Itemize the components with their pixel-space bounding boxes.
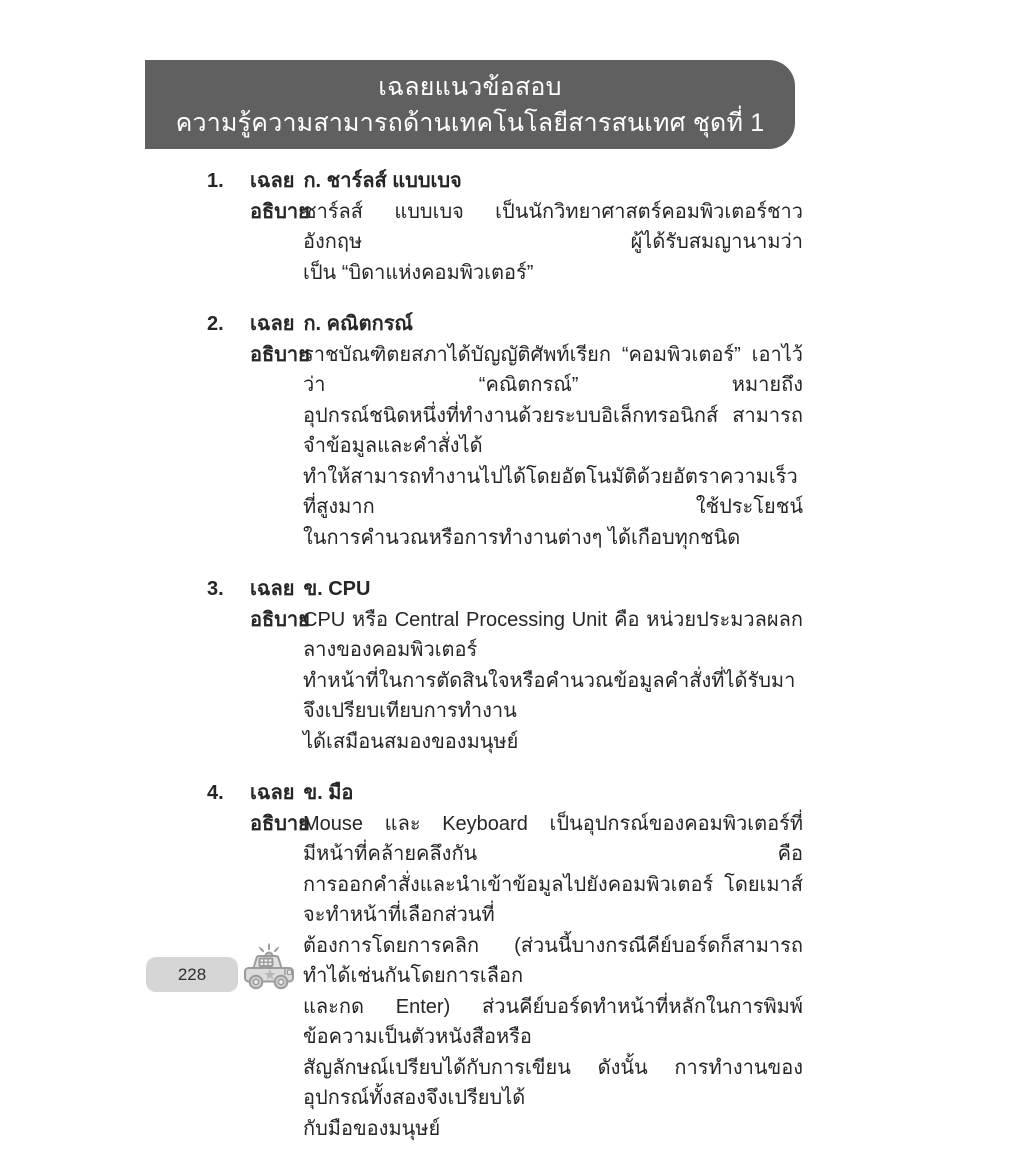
explanation-line: Mouse และ Keyboard เป็นอุปกรณ์ของคอมพิวเตอร์ที่มีหน้าที่คล้ายคลึงกัน คือ: [303, 812, 803, 865]
answer-head: [207, 166, 803, 197]
page-number-badge: [146, 957, 238, 992]
answer-label: เฉลย: [250, 170, 295, 192]
explanation-first-row: [207, 605, 803, 666]
explanation-line: CPU หรือ Central Processing Unit คือ หน่วยประมวลผลกลางของคอมพิวเตอร์: [303, 608, 803, 661]
item-number: 2.: [207, 313, 224, 335]
explanation-first-row: [207, 340, 803, 401]
answer-label: เฉลย: [250, 313, 295, 335]
answer-label: เฉลย: [250, 578, 295, 600]
explanation-line: อุปกรณ์ชนิดหนึ่งที่ทำงานด้วยระบบอิเล็กทรอนิกส์ สามารถจำข้อมูลและคำสั่งได้: [303, 404, 803, 457]
explain-label: อธิบาย: [250, 343, 310, 366]
answer-item-1: [207, 166, 803, 288]
item-number: 4.: [207, 782, 224, 804]
answer-label: เฉลย: [250, 782, 295, 804]
answer-text: ข. มือ: [303, 782, 354, 804]
answer-head: [207, 574, 803, 605]
explain-label: อธิบาย: [250, 608, 310, 631]
explanation-line: การออกคำสั่งและนำเข้าข้อมูลไปยังคอมพิวเตอร์ โดยเมาส์จะทำหน้าที่เลือกส่วนที่: [303, 873, 803, 926]
explanation-line: สัญลักษณ์เปรียบได้กับการเขียน ดังนั้น การทำงานของอุปกรณ์ทั้งสองจึงเปรียบได้: [303, 1056, 803, 1109]
explain-label: อธิบาย: [250, 200, 310, 223]
explanation-line: กับมือของมนุษย์: [303, 1117, 441, 1140]
explanation-line: ในการคำนวณหรือการทำงานต่างๆ ได้เกือบทุกชนิด: [303, 526, 741, 549]
explanation-line: ราชบัณฑิตยสภาได้บัญญัติศัพท์เรียก “คอมพิวเตอร์” เอาไว้ว่า “คณิตกรณ์” หมายถึง: [303, 343, 803, 396]
answer-head: [207, 778, 803, 809]
answer-list: [207, 166, 803, 1165]
item-number: 1.: [207, 170, 224, 192]
chapter-header-banner: [145, 60, 795, 149]
explanation-line: และกด Enter) ส่วนคีย์บอร์ดทำหน้าที่หลักในการพิมพ์ข้อความเป็นตัวหนังสือหรือ: [303, 995, 803, 1048]
header-line-1: เฉลยแนวข้อสอบ: [378, 72, 562, 101]
answer-head: [207, 309, 803, 340]
explanation-line: ต้องการโดยการคลิก (ส่วนนี้บางกรณีคีย์บอร์ดก็สามารถทำได้เช่นกันโดยการเลือก: [303, 934, 803, 987]
police-car-icon: [240, 942, 298, 1000]
explanation-line: ชาร์ลส์ แบบเบจ เป็นนักวิทยาศาสตร์คอมพิวเตอร์ชาวอังกฤษ ผู้ได้รับสมญานามว่า: [303, 200, 803, 253]
answer-item-3: [207, 574, 803, 757]
explanation-line: ทำหน้าที่ในการตัดสินใจหรือคำนวณข้อมูลคำสั่งที่ได้รับมา จึงเปรียบเทียบการทำงาน: [303, 669, 796, 722]
page-number: 228: [177, 964, 207, 984]
item-number: 3.: [207, 578, 224, 600]
explanation-line: เป็น “บิดาแห่งคอมพิวเตอร์”: [303, 261, 534, 284]
answer-text: ก. คณิตกรณ์: [303, 313, 413, 335]
answer-item-2: [207, 309, 803, 553]
explanation-line: ทำให้สามารถทำงานไปได้โดยอัตโนมัติด้วยอัตราความเร็วที่สูงมาก ใช้ประโยชน์: [303, 465, 803, 518]
explain-label: อธิบาย: [250, 812, 310, 835]
answer-text: ข. CPU: [303, 578, 371, 600]
header-line-2: ความรู้ความสามารถด้านเทคโนโลยีสารสนเทศ ชุดที่ 1: [175, 108, 765, 137]
answer-text: ก. ชาร์ลส์ แบบเบจ: [303, 170, 462, 192]
explanation-first-row: [207, 809, 803, 870]
explanation-line: ได้เสมือนสมองของมนุษย์: [303, 730, 519, 753]
explanation-first-row: [207, 197, 803, 258]
